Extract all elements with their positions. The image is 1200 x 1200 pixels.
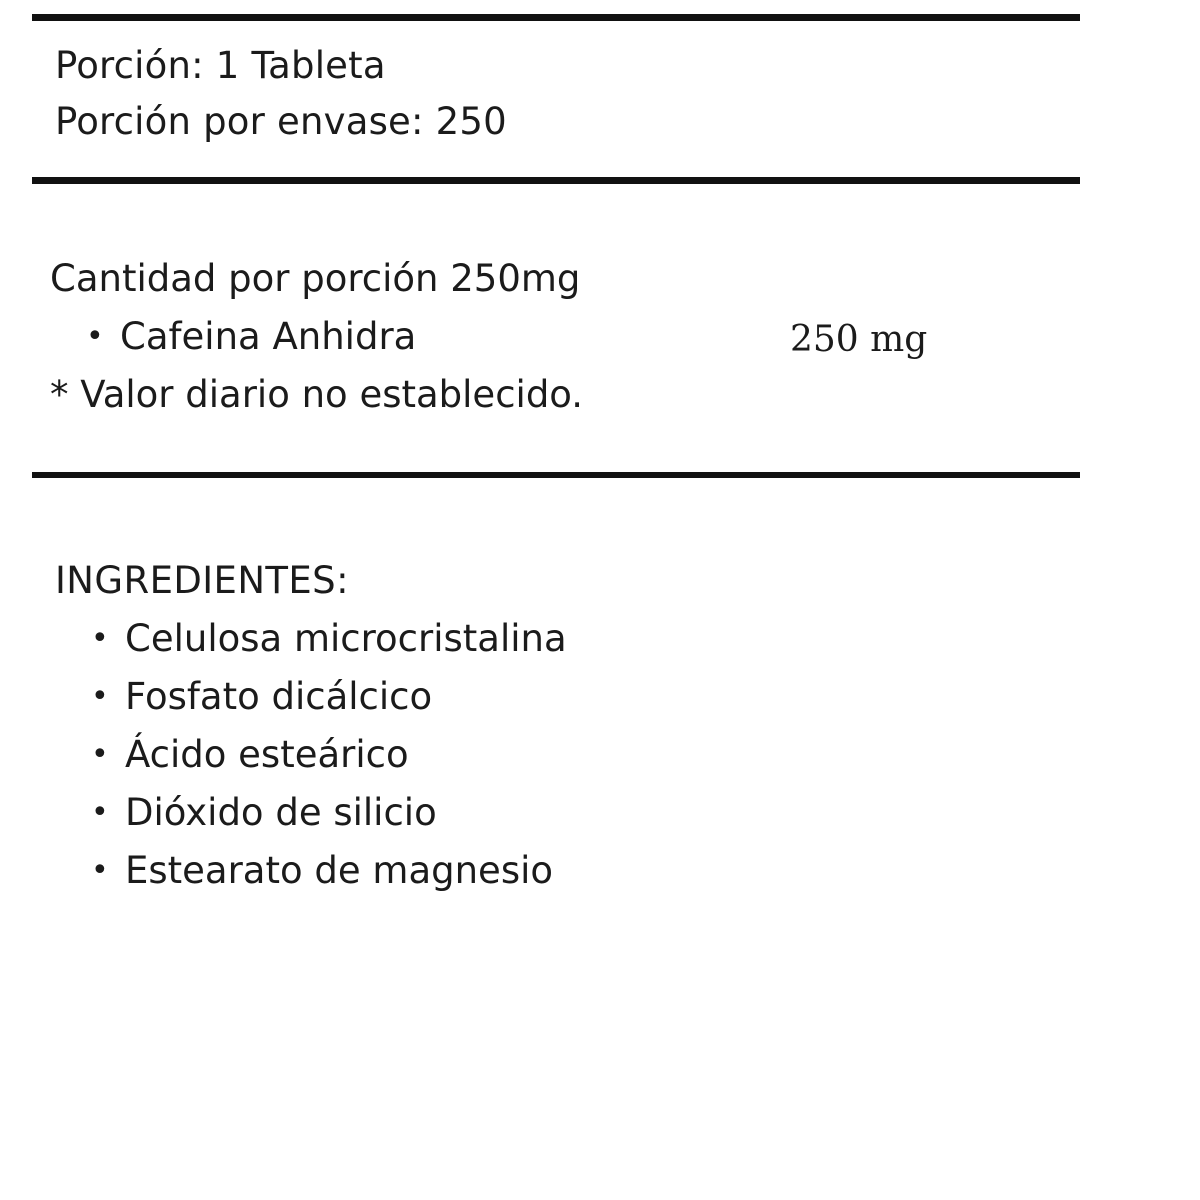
- serving-size: Porción: 1 Tableta: [55, 44, 386, 87]
- amount-per-serving-heading: Cantidad por porción 250mg: [50, 257, 581, 300]
- ingredients-list: [55, 610, 1085, 900]
- ingredients-title: INGREDIENTES:: [55, 559, 349, 602]
- list-item: • Celulosa microcristalina: [55, 610, 1085, 668]
- daily-value-footnote: * Valor diario no establecido.: [50, 373, 584, 416]
- servings-per-container: Porción por envase: 250: [55, 100, 507, 143]
- ingredients-section: [55, 552, 1085, 900]
- divider-second: [32, 177, 1080, 184]
- list-item: • Ácido esteárico: [55, 726, 1085, 784]
- nutrient-name: • Cafeina Anhidra: [120, 308, 416, 366]
- serving-info: [55, 38, 1055, 150]
- divider-third: [32, 472, 1080, 478]
- amount-per-serving-section: [50, 250, 1080, 424]
- list-item: • Dióxido de silicio: [55, 784, 1085, 842]
- divider-top: [32, 14, 1080, 21]
- nutrient-amount: 250 mg: [790, 319, 928, 360]
- list-item: • Fosfato dicálcico: [55, 668, 1085, 726]
- table-row: [50, 308, 1080, 366]
- list-item: • Estearato de magnesio: [55, 842, 1085, 900]
